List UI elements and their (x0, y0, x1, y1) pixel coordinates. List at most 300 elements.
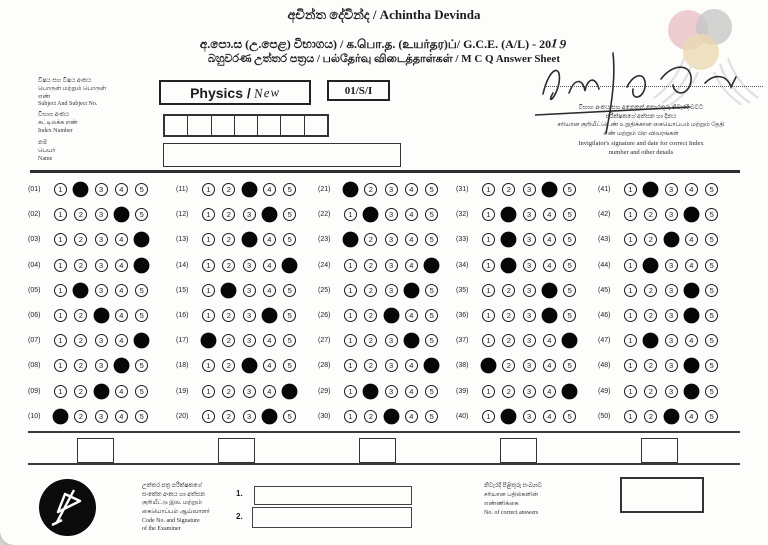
answer-bubble: 1 (624, 385, 637, 398)
answer-bubble-filled (501, 232, 517, 248)
answer-bubble: 5 (563, 208, 576, 221)
question-row (456, 353, 604, 378)
subject-value-handwritten: New (253, 83, 281, 101)
answer-bubble: 2 (502, 183, 515, 196)
question-number: (10) (28, 412, 41, 420)
answer-bubble: 5 (135, 359, 148, 372)
answer-bubble: 5 (135, 208, 148, 221)
answer-bubble: 4 (405, 183, 418, 196)
correct-answers-box (620, 477, 704, 513)
answer-bubble-filled (363, 383, 379, 399)
answer-bubble: 5 (705, 208, 718, 221)
answer-bubble: 3 (243, 334, 256, 347)
answer-bubble: 1 (344, 410, 357, 423)
answer-bubble-filled (663, 232, 679, 248)
question-row (456, 177, 604, 202)
answer-bubble: 3 (385, 359, 398, 372)
answer-bubble: 2 (74, 359, 87, 372)
answer-bubble: 5 (425, 233, 438, 246)
question-row (176, 177, 324, 202)
question-row (598, 328, 746, 353)
answer-bubble: 5 (705, 233, 718, 246)
answer-column (28, 177, 176, 429)
question-row (598, 404, 746, 429)
answer-bubble: 1 (482, 410, 495, 423)
question-number: (09) (28, 387, 41, 395)
answer-bubble: 1 (624, 359, 637, 372)
answer-bubble: 3 (385, 233, 398, 246)
answer-bubble: 2 (644, 309, 657, 322)
answer-bubble: 2 (222, 183, 235, 196)
answer-bubble: 2 (644, 208, 657, 221)
question-row (318, 328, 466, 353)
answer-bubble: 2 (644, 233, 657, 246)
question-number: (40) (456, 412, 469, 420)
question-row (176, 379, 324, 404)
marker-check-box (218, 438, 255, 463)
answer-bubble-filled (241, 232, 257, 248)
question-number: (28) (318, 362, 331, 370)
answer-bubble-filled (261, 207, 277, 223)
answer-bubble: 2 (222, 385, 235, 398)
question-number: (44) (598, 261, 611, 269)
answer-bubble: 4 (405, 208, 418, 221)
answer-bubble: 3 (243, 259, 256, 272)
answer-column (176, 177, 324, 429)
answer-bubble: 2 (644, 410, 657, 423)
answer-bubble-filled (53, 408, 69, 424)
answer-bubble: 3 (243, 284, 256, 297)
answer-bubble-filled (683, 358, 699, 374)
answer-bubble-filled (363, 207, 379, 223)
answer-bubble: 1 (344, 309, 357, 322)
answer-bubble-filled (541, 182, 557, 198)
answer-bubble: 2 (364, 359, 377, 372)
marker-check-box (359, 438, 396, 463)
examiner-row2-label: 2. (236, 512, 243, 521)
answer-bubble: 5 (283, 233, 296, 246)
answer-bubble-filled (73, 182, 89, 198)
logo-emblem-icon (39, 479, 96, 536)
answer-bubble: 1 (624, 233, 637, 246)
answer-bubble: 4 (685, 334, 698, 347)
question-number: (27) (318, 337, 331, 345)
answer-bubble: 4 (685, 183, 698, 196)
question-number: (37) (456, 337, 469, 345)
question-row (598, 379, 746, 404)
answer-bubble: 1 (482, 259, 495, 272)
answer-bubble: 2 (364, 410, 377, 423)
question-row (456, 278, 604, 303)
answer-bubble: 5 (425, 208, 438, 221)
answer-bubble: 5 (705, 183, 718, 196)
answer-bubble-filled (113, 358, 129, 374)
answer-bubble-filled (643, 333, 659, 349)
question-row (456, 202, 604, 227)
marker-check-box (77, 438, 114, 463)
answer-bubble: 2 (644, 385, 657, 398)
examiner-row2-box (252, 507, 412, 528)
answer-bubble: 4 (543, 233, 556, 246)
answer-bubble: 3 (523, 208, 536, 221)
sheet-type-line: බහුවරණ උත්තර පත්‍රය / பல்தேர்வு விடைத்தாள்கள் / M C Q Answer Sheet (208, 53, 560, 65)
bottom-strip-top-line (28, 431, 740, 433)
answer-bubble: 3 (665, 309, 678, 322)
answer-bubble: 3 (523, 284, 536, 297)
answer-bubble: 4 (543, 334, 556, 347)
answer-bubble: 2 (222, 309, 235, 322)
question-number: (02) (28, 211, 41, 219)
answer-bubble-filled (93, 308, 109, 324)
answer-bubble: 4 (115, 233, 128, 246)
answer-bubble: 4 (115, 385, 128, 398)
answer-bubble-filled (241, 358, 257, 374)
answer-bubble: 4 (115, 309, 128, 322)
question-number: (48) (598, 362, 611, 370)
answer-bubble: 2 (74, 259, 87, 272)
answer-bubble: 4 (263, 259, 276, 272)
answer-bubble: 4 (543, 208, 556, 221)
answer-bubble-filled (683, 282, 699, 298)
answer-bubble-filled (562, 333, 578, 349)
question-row (318, 202, 466, 227)
question-row (456, 303, 604, 328)
answer-bubble-filled (93, 383, 109, 399)
answer-bubble: 5 (705, 385, 718, 398)
exam-title-printed: අ.පො.ස (උ.පෙළ) විභාගය) / க.பொ.த. (உயர்தர)ப்/ G.C.E. (A/L) - 20 (199, 37, 552, 51)
answer-bubble: 1 (54, 359, 67, 372)
answer-bubble: 4 (685, 233, 698, 246)
answer-bubble: 3 (243, 208, 256, 221)
answer-bubble: 5 (283, 334, 296, 347)
answer-bubble-filled (424, 257, 440, 273)
answer-bubble-filled (424, 358, 440, 374)
answer-bubble: 1 (344, 385, 357, 398)
question-number: (45) (598, 286, 611, 294)
answer-bubble: 2 (74, 385, 87, 398)
answer-bubble: 5 (705, 259, 718, 272)
answer-bubble: 3 (95, 410, 108, 423)
question-number: (24) (318, 261, 331, 269)
answer-bubble: 2 (222, 259, 235, 272)
answer-bubble: 3 (523, 359, 536, 372)
answer-bubble-filled (343, 182, 359, 198)
answer-bubble-filled (282, 257, 298, 273)
answer-bubble: 5 (563, 233, 576, 246)
question-row (176, 278, 324, 303)
answer-bubble-filled (383, 408, 399, 424)
answer-bubble-filled (683, 308, 699, 324)
answer-bubble-filled (643, 182, 659, 198)
answer-bubble: 4 (543, 410, 556, 423)
question-number: (36) (456, 312, 469, 320)
answer-bubble: 2 (222, 233, 235, 246)
answer-bubble: 5 (283, 284, 296, 297)
invigilator-instructions: විභාග අංකය සහ අනෙකුත් තොරතුරු නිවැරදි බවට පරීක්ෂකගේ අත්සන හා දිනය சரியான குறியீட்டெண் உறுதிக்கான கையொப்பம் மற்றும் தேதி எண் மற்றும் பிற விவரங்கள் Invigilator's signature and date for correct Index number and other details (557, 105, 725, 157)
answer-bubble: 4 (263, 284, 276, 297)
examiner-row1-box (254, 486, 412, 505)
answer-bubble: 2 (74, 208, 87, 221)
answer-bubble: 1 (482, 284, 495, 297)
answer-bubble: 1 (482, 385, 495, 398)
question-row (28, 227, 176, 252)
answer-bubble: 1 (202, 359, 215, 372)
answer-bubble: 2 (74, 233, 87, 246)
answer-bubble: 1 (202, 385, 215, 398)
answer-bubble: 4 (115, 183, 128, 196)
answer-bubble: 4 (115, 259, 128, 272)
question-number: (39) (456, 387, 469, 395)
answer-bubble: 3 (665, 284, 678, 297)
answer-bubble: 5 (425, 309, 438, 322)
answer-bubble-filled (562, 383, 578, 399)
name-field-label: නම பெயர் Name (38, 140, 56, 162)
answer-bubble: 5 (705, 309, 718, 322)
question-number: (18) (176, 362, 189, 370)
answer-bubble: 2 (222, 410, 235, 423)
question-row (176, 253, 324, 278)
question-row (28, 177, 176, 202)
answer-bubble: 1 (482, 334, 495, 347)
answer-bubble: 2 (74, 410, 87, 423)
answer-bubble: 4 (115, 284, 128, 297)
answer-bubble: 2 (502, 334, 515, 347)
answer-bubble: 1 (624, 334, 637, 347)
answer-bubble: 5 (283, 208, 296, 221)
answer-bubble: 1 (54, 259, 67, 272)
answer-bubble: 1 (202, 309, 215, 322)
question-number: (47) (598, 337, 611, 345)
answer-column (318, 177, 466, 429)
answer-bubble: 2 (364, 284, 377, 297)
answer-bubble: 1 (624, 183, 637, 196)
question-row (318, 379, 466, 404)
examinations-department-logo (39, 479, 96, 536)
answer-bubble: 1 (624, 208, 637, 221)
answer-bubble-filled (343, 232, 359, 248)
question-row (28, 404, 176, 429)
answer-bubble: 5 (135, 309, 148, 322)
question-row (318, 278, 466, 303)
marker-check-box (500, 438, 537, 463)
question-number: (49) (598, 387, 611, 395)
answer-bubble: 5 (135, 183, 148, 196)
answer-bubble: 3 (665, 259, 678, 272)
question-number: (13) (176, 236, 189, 244)
answer-bubble: 3 (95, 208, 108, 221)
answer-bubble: 5 (425, 284, 438, 297)
answer-bubble: 1 (54, 183, 67, 196)
question-row (318, 404, 466, 429)
answer-bubble-filled (241, 182, 257, 198)
answer-bubble: 2 (364, 334, 377, 347)
answer-bubble: 1 (54, 309, 67, 322)
answer-bubble: 3 (523, 183, 536, 196)
question-row (318, 177, 466, 202)
answer-bubble: 3 (665, 359, 678, 372)
answer-bubble: 1 (54, 385, 67, 398)
answer-bubble: 5 (135, 385, 148, 398)
marker-check-box (641, 438, 678, 463)
answer-bubble: 3 (243, 410, 256, 423)
answer-bubble: 1 (344, 334, 357, 347)
question-row (598, 227, 746, 252)
answer-bubble: 5 (563, 359, 576, 372)
question-row (28, 278, 176, 303)
handwritten-year: 19 (550, 35, 569, 52)
correct-answers-label: නිවැරදි පිළිතුරු සංඛ්‍යාව சரியான பதில்களின் எண்ணிக்கை No. of correct answers (484, 483, 543, 516)
answer-bubble: 5 (283, 410, 296, 423)
answer-bubble: 3 (665, 208, 678, 221)
answer-bubble: 4 (405, 410, 418, 423)
answer-bubble: 4 (263, 233, 276, 246)
answer-bubble-filled (282, 383, 298, 399)
answer-bubble: 5 (135, 284, 148, 297)
question-row (176, 227, 324, 252)
answer-bubble: 5 (425, 334, 438, 347)
question-row (176, 404, 324, 429)
answer-bubble: 1 (54, 334, 67, 347)
answer-bubble: 3 (523, 233, 536, 246)
answer-column (456, 177, 604, 429)
question-number: (14) (176, 261, 189, 269)
answer-bubble: 5 (283, 183, 296, 196)
answer-bubble: 3 (95, 284, 108, 297)
question-number: (34) (456, 261, 469, 269)
question-number: (01) (28, 186, 41, 194)
answer-bubble: 5 (705, 410, 718, 423)
question-number: (06) (28, 312, 41, 320)
question-number: (35) (456, 286, 469, 294)
question-number: (50) (598, 412, 611, 420)
answer-bubble: 1 (482, 183, 495, 196)
answer-bubble-filled (663, 408, 679, 424)
answer-bubble: 5 (563, 410, 576, 423)
question-row (598, 303, 746, 328)
question-row (318, 303, 466, 328)
question-number: (17) (176, 337, 189, 345)
question-row (318, 227, 466, 252)
answer-bubble-filled (261, 308, 277, 324)
answer-bubble: 1 (482, 233, 495, 246)
answer-bubble: 4 (405, 359, 418, 372)
answer-bubble-filled (481, 358, 497, 374)
question-row (28, 253, 176, 278)
examiner-code-label: උත්තර පත්‍ර පරීක්ෂකගේ සංකේත අංකය හා අත්සන குறியீட்டு இல. மற்றும் கையொப்பம் ஆய்வாளர் Code No. and Signature of the Examiner (142, 483, 210, 533)
question-row (318, 253, 466, 278)
answer-bubble: 2 (644, 359, 657, 372)
question-number: (46) (598, 312, 611, 320)
answer-bubble: 3 (243, 309, 256, 322)
answer-bubble: 1 (344, 259, 357, 272)
question-number: (31) (456, 186, 469, 194)
answer-bubble: 1 (624, 259, 637, 272)
answer-bubble-filled (134, 232, 150, 248)
question-row (28, 353, 176, 378)
answer-bubble: 1 (54, 233, 67, 246)
question-row (456, 253, 604, 278)
answer-bubble: 4 (685, 259, 698, 272)
question-row (28, 379, 176, 404)
answer-bubble: 3 (95, 233, 108, 246)
question-row (176, 303, 324, 328)
question-number: (29) (318, 387, 331, 395)
answer-bubble-filled (134, 257, 150, 273)
question-row (456, 379, 604, 404)
answer-bubble: 1 (624, 410, 637, 423)
answer-bubble: 2 (364, 259, 377, 272)
answer-bubble-filled (501, 207, 517, 223)
answer-bubble: 4 (685, 410, 698, 423)
answer-bubble-filled (261, 408, 277, 424)
candidate-name-title: අචින්ත දේවින්ද / Achintha Devinda (287, 7, 481, 22)
subject-field-label: විෂය සහ විෂය අංකය பொருள் மற்றும் பொருள் எண் Subject And Subject No. (38, 78, 107, 108)
answer-bubble: 1 (202, 183, 215, 196)
answer-bubble: 4 (405, 233, 418, 246)
answer-bubble: 3 (523, 385, 536, 398)
question-number: (30) (318, 412, 331, 420)
answer-bubble-filled (643, 257, 659, 273)
subject-value: Physics / (190, 84, 251, 101)
answer-column (598, 177, 746, 429)
answer-bubble: 3 (523, 410, 536, 423)
answer-bubble: 1 (344, 208, 357, 221)
answer-bubble: 1 (202, 410, 215, 423)
answer-bubble-filled (403, 333, 419, 349)
answer-bubble: 5 (563, 183, 576, 196)
answer-bubble-filled (134, 333, 150, 349)
question-number: (11) (176, 186, 188, 194)
question-row (598, 177, 746, 202)
answer-bubble: 1 (344, 284, 357, 297)
answer-bubble: 1 (624, 284, 637, 297)
answer-bubble: 1 (202, 233, 215, 246)
answer-bubble: 3 (95, 334, 108, 347)
answer-bubble: 1 (54, 284, 67, 297)
answer-bubble: 1 (482, 208, 495, 221)
answer-bubble: 5 (563, 284, 576, 297)
answer-bubble: 4 (263, 183, 276, 196)
answer-bubble: 5 (283, 309, 296, 322)
bottom-strip-bottom-line (28, 463, 740, 465)
answer-bubble-filled (403, 282, 419, 298)
answer-bubble: 1 (482, 309, 495, 322)
answer-bubble: 5 (425, 410, 438, 423)
question-row (28, 328, 176, 353)
question-row (598, 202, 746, 227)
answer-bubble: 3 (665, 334, 678, 347)
answer-bubble-filled (541, 282, 557, 298)
answer-bubble: 2 (502, 309, 515, 322)
answer-bubble: 1 (202, 208, 215, 221)
answer-bubble: 1 (202, 259, 215, 272)
question-number: (42) (598, 211, 611, 219)
answer-bubble: 5 (283, 359, 296, 372)
question-row (176, 353, 324, 378)
answer-bubble: 4 (263, 385, 276, 398)
question-row (28, 303, 176, 328)
answer-bubble: 5 (705, 359, 718, 372)
question-row (456, 404, 604, 429)
answer-bubble: 4 (543, 259, 556, 272)
examiner-row1-label: 1. (236, 489, 243, 498)
answer-bubble: 5 (705, 334, 718, 347)
answer-bubble: 4 (405, 259, 418, 272)
question-number: (23) (318, 236, 331, 244)
answer-bubble: 3 (665, 183, 678, 196)
answer-bubble: 1 (202, 284, 215, 297)
answer-bubble: 1 (624, 309, 637, 322)
